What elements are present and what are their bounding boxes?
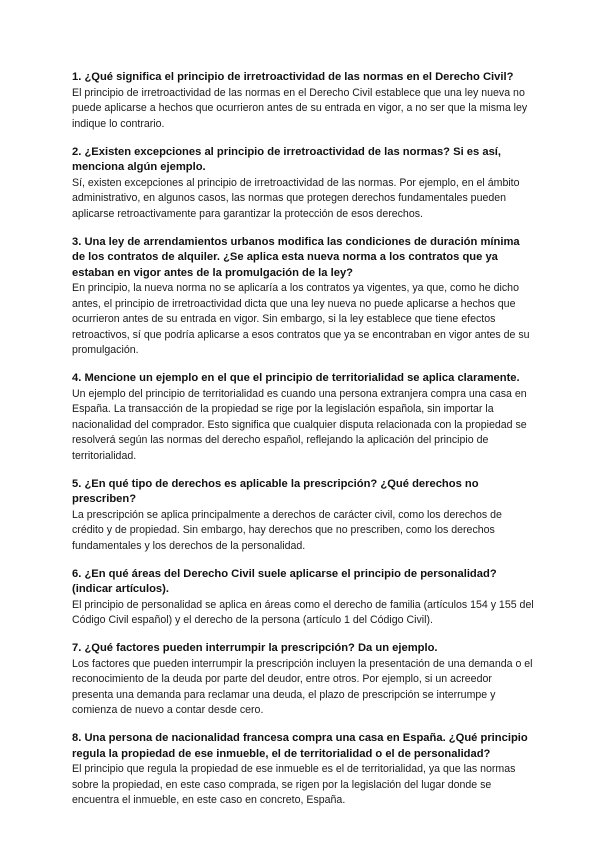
question-3: 3. Una ley de arrendamientos urbanos modifica las condiciones de duración mínima de los contratos de alquiler. ¿Se aplica esta nueva norma a los contratos que ya estaban en vigor antes de la promulgación de la ley? bbox=[72, 235, 520, 279]
answer-7: Los factores que pueden interrumpir la prescripción incluyen la presentación de una demanda o el reconocimiento de la deuda por parte del deudor, entre otros. Por ejemplo, si un acreedor presenta una demanda para reclamar una deuda, el plazo de prescripción se interrumpe y comienza de nuevo a contar desde cero. bbox=[72, 657, 533, 716]
qa-item-6 bbox=[72, 567, 534, 629]
qa-item-1 bbox=[72, 70, 534, 132]
question-4: 4. Mencione un ejemplo en el que el principio de territorialidad se aplica claramente. bbox=[72, 372, 520, 384]
answer-1: El principio de irretroactividad de las normas en el Derecho Civil establece que una ley nueva no puede aplicarse a hechos que ocurrieron antes de su entrada en vigor, a no ser que la misma ley indique lo contrario. bbox=[72, 86, 528, 130]
qa-item-7 bbox=[72, 641, 534, 719]
question-8: 8. Una persona de nacionalidad francesa compra una casa en España. ¿Qué principio regula la propiedad de ese inmueble, el de territorialidad o el de personalidad? bbox=[72, 732, 528, 760]
question-7: 7. ¿Qué factores pueden interrumpir la prescripción? Da un ejemplo. bbox=[72, 642, 438, 654]
question-2: 2. ¿Existen excepciones al principio de irretroactividad de las normas? Si es así, menciona algún ejemplo. bbox=[72, 145, 502, 173]
answer-2: Sí, existen excepciones al principio de irretroactividad de las normas. Por ejemplo, en el ámbito administrativo, en algunos casos, las normas que protegen derechos fundamentales pueden aplicarse retroactivamente para garantizar la protección de esos derechos. bbox=[72, 176, 520, 220]
question-5: 5. ¿En qué tipo de derechos es aplicable la prescripción? ¿Qué derechos no prescriben? bbox=[72, 477, 479, 505]
qa-item-2 bbox=[72, 145, 534, 223]
answer-8: El principio que regula la propiedad de ese inmueble es el de territorialidad, ya que las normas sobre la propiedad, en este caso comprada, se rigen por la legislación del lugar donde se encuentra el inmueble, en este caso en concreto, España. bbox=[72, 763, 516, 806]
answer-6: El principio de personalidad se aplica en áreas como el derecho de familia (artículos 154 y 155 del Código Civil español) y el derecho de la persona (artículo 1 del Código Civil). bbox=[72, 598, 534, 626]
question-1: 1. ¿Qué significa el principio de irretroactividad de las normas en el Derecho Civil? bbox=[72, 71, 514, 83]
qa-item-5 bbox=[72, 477, 534, 555]
qa-item-8 bbox=[72, 731, 534, 809]
answer-5: La prescripción se aplica principalmente a derechos de carácter civil, como los derechos de crédito y de propiedad. Sin embargo, hay derechos que no prescriben, como los derechos fundamentales y los derechos de la personalidad. bbox=[72, 508, 502, 552]
answer-4: Un ejemplo del principio de territorialidad es cuando una persona extranjera compra una casa en España. La transacción de la propiedad se rige por la legislación española, sin importar la nacionalidad del comprador. Esto significa que cualquier disputa relacionada con la propiedad se resolverá según las normas del derecho español, reflejando la aplicación del principio de territorialidad. bbox=[72, 387, 527, 462]
qa-item-4 bbox=[72, 371, 534, 464]
question-6: 6. ¿En qué áreas del Derecho Civil suele aplicarse el principio de personalidad? (indicar artículos). bbox=[72, 567, 497, 595]
answer-3: En principio, la nueva norma no se aplicaría a los contratos ya vigentes, ya que, como he dicho antes, el principio de irretroactividad dicta que una ley nueva no puede aplicarse a hechos que ocurrieron antes de su entrada en vigor. Sin embargo, si la ley establece que tiene efectos retroactivos, sí que podría aplicarse a esos contratos que ya se encontraban en vigor antes de su promulgación. bbox=[72, 282, 530, 356]
qa-item-3 bbox=[72, 235, 534, 359]
